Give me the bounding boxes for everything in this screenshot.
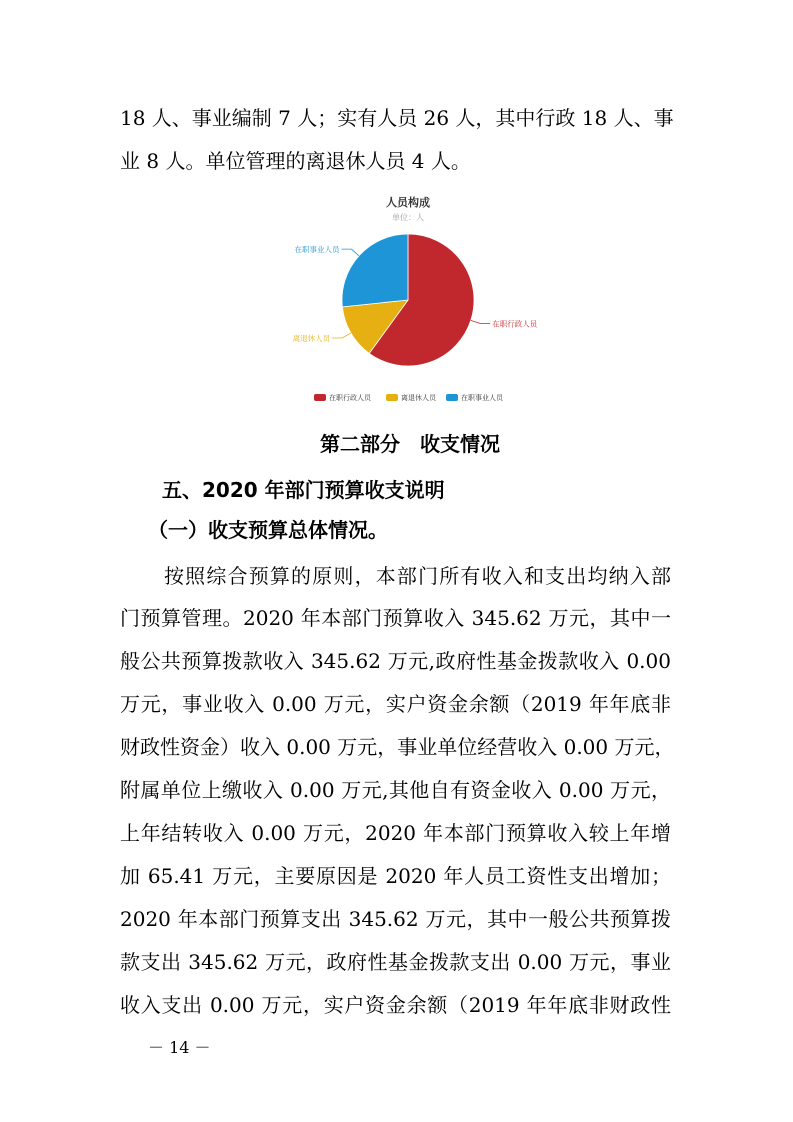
intro-line-2: 业 8 人。单位管理的离退休人员 4 人。 — [120, 149, 471, 173]
body-line-10: 款支出 345.62 万元，政府性基金拨款支出 0.00 万元，事业 — [120, 950, 671, 974]
pie-label-1: 在职行政人员 — [492, 319, 538, 329]
body-line-9: 2020 年本部门预算支出 345.62 万元，其中一般公共预算拨 — [120, 907, 671, 931]
legend-swatch-3 — [446, 394, 458, 401]
pie-slice-3 — [342, 234, 408, 307]
pie-label-3: 在职事业人员 — [294, 245, 340, 255]
heading-one: （一）收支预算总体情况。 — [148, 518, 388, 542]
legend-swatch-1 — [314, 394, 326, 401]
pie-slices — [342, 234, 474, 366]
chart-legend — [314, 393, 504, 402]
heading-five: 五、2020 年部门预算收支说明 — [162, 478, 445, 502]
legend-label-1: 在职行政人员 — [329, 394, 371, 402]
body-line-8: 加 65.41 万元，主要原因是 2020 年人员工资性支出增加； — [120, 864, 671, 888]
body-line-1: 按照综合预算的原则，本部门所有收入和支出均纳入部 — [164, 564, 671, 588]
page-number: － 14 － — [148, 1038, 211, 1057]
personnel-pie-chart — [270, 190, 538, 410]
legend-swatch-2 — [386, 394, 398, 401]
pie-leader-line-3 — [342, 249, 359, 256]
body-line-11: 收入支出 0.00 万元，实户资金余额（2019 年年底非财政性 — [120, 993, 671, 1017]
pie-label-2: 离退休人员 — [292, 334, 331, 343]
body-line-7: 上年结转收入 0.00 万元，2020 年本部门预算收入较上年增 — [120, 821, 671, 845]
section-title: 第二部分 收支情况 — [320, 432, 500, 456]
body-line-3: 般公共预算拨款收入 345.62 万元,政府性基金拨款收入 0.00 — [120, 649, 671, 673]
pie-leader-line-1 — [471, 320, 491, 323]
chart-title: 人员构成 — [386, 196, 430, 209]
body-line-6: 附属单位上缴收入 0.00 万元,其他自有资金收入 0.00 万元， — [120, 778, 671, 802]
body-line-5: 财政性资金）收入 0.00 万元，事业单位经营收入 0.00 万元， — [120, 735, 675, 759]
intro-line-1: 18 人、事业编制 7 人；实有人员 26 人，其中行政 18 人、事 — [120, 106, 674, 130]
body-line-4: 万元，事业收入 0.00 万元，实户资金余额（2019 年年底非 — [120, 692, 671, 716]
chart-subtitle: 单位：人 — [392, 213, 424, 222]
legend-label-3: 在职事业人员 — [461, 394, 503, 402]
legend-label-2: 离退休人员 — [401, 394, 436, 402]
body-line-2: 门预算管理。2020 年本部门预算收入 345.62 万元，其中一 — [120, 606, 671, 630]
pie-leader-line-2 — [332, 333, 351, 338]
